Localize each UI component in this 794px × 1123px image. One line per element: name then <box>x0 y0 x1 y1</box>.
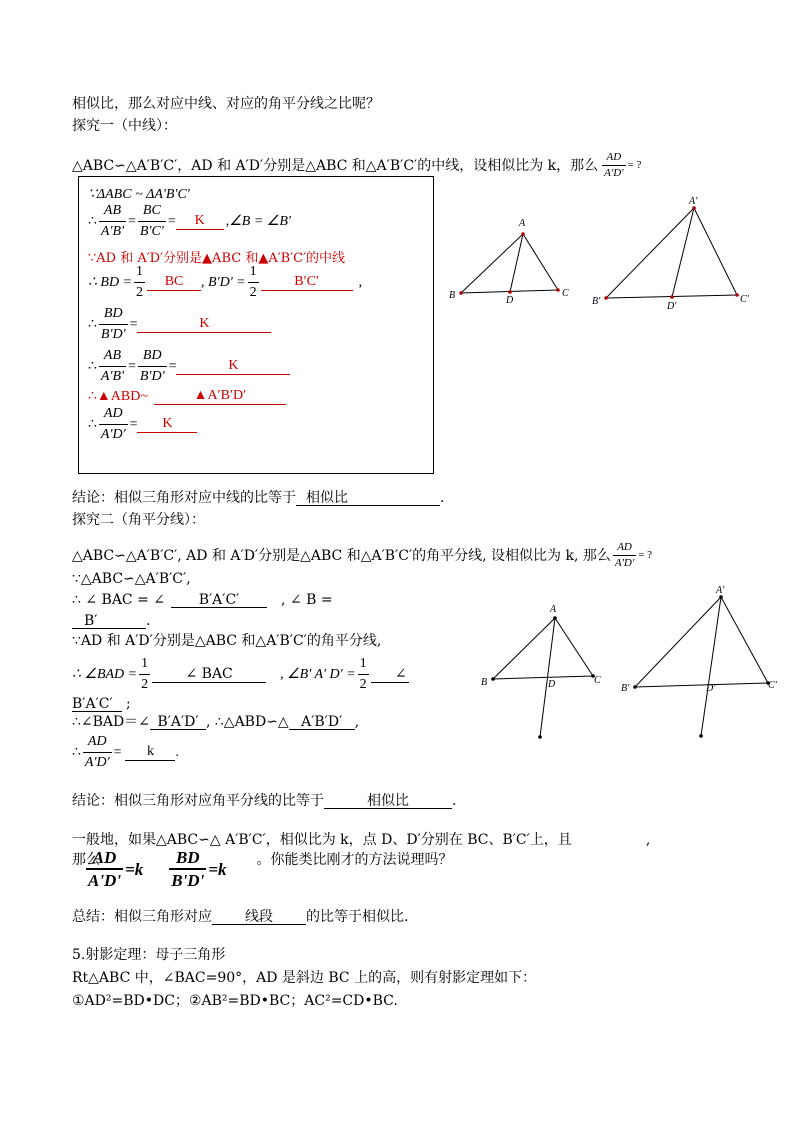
blank-conclusion-1[interactable]: 相似比 <box>296 491 440 506</box>
label-a-prime: A' <box>689 196 698 207</box>
explore2-line-6: B′A′C′ ; <box>72 696 131 712</box>
conclusion-1: 结论：相似三角形对应中线的比等于 相似比 . <box>72 490 445 506</box>
explore2-line-4: ∵AD 和 A′D′分别是△ABC 和△A′B′C′的角平分线, <box>72 633 382 649</box>
label-c-prime: C' <box>740 294 749 305</box>
box-line-4: ∴ BD = $\frac{1}{2}$ BC , B'D' = $\frac{1}{2}$ B′C′ , <box>88 264 363 300</box>
section5-line-2: ①AD²=BD•DC；②AB²=BD•BC；AC²=CD•BC. <box>72 993 398 1009</box>
blank-k-3[interactable]: K <box>176 358 290 375</box>
blank-b-prime[interactable]: B′ <box>72 614 146 629</box>
figure-median-abc-prime <box>585 192 760 317</box>
label-d: D <box>506 295 514 306</box>
explore2-line-8: ∴ $\frac{AD}{A'D'}$ = k . <box>72 734 179 770</box>
box-line-1: ∵ΔABC ~ ΔA'B'C' <box>88 187 190 202</box>
blank-summary[interactable]: 线段 <box>212 910 306 925</box>
blank-half-bac[interactable]: ∠ BAC <box>152 666 266 683</box>
blank-conclusion-2[interactable]: 相似比 <box>324 794 452 809</box>
box-line-3: ∵AD 和 A′D′分别是▲ABC 和▲A′B′C′的中线 <box>88 251 346 266</box>
blank-bc[interactable]: BC <box>147 274 201 291</box>
label-d-prime: D' <box>667 301 677 312</box>
blank-b-c-prime[interactable]: B′C′ <box>261 274 353 291</box>
figure-bisector-abc <box>476 600 616 745</box>
explore2-line-5: ∴ ∠BAD = $\frac{1}{2}$ ∠ BAC , ∠B' A' D' = $\frac{1}{2}$ ∠ <box>72 656 407 692</box>
label-c: C <box>562 288 569 299</box>
explore2-title: 探究二（角平分线）： <box>72 512 205 528</box>
explore2-line-2: ∴ ∠ BAC = ∠ B′A′C′ , ∠ B = <box>72 592 333 608</box>
label-d-2: D <box>548 679 556 690</box>
box-line-8: ∴ $\frac{AD}{A'D'}$ = K <box>88 406 197 443</box>
label-b-prime-2: B' <box>621 683 630 694</box>
section5-title: 5.射影定理：母子三角形 <box>72 947 226 963</box>
explore2-line-3: B′ . <box>72 614 150 629</box>
blank-k-4[interactable]: K <box>137 416 197 433</box>
label-a: A <box>519 218 526 229</box>
label-b-2: B <box>481 677 488 688</box>
box-line-7: ∴▲ABD~ ▲A′B′D′ <box>88 388 286 405</box>
label-b-prime: B' <box>592 296 601 307</box>
blank-triangle-abd[interactable]: A′B′D′ <box>289 715 355 730</box>
general-line-2: 那么 $\frac{AD}{A'D'}$ =k $\frac{BD}{B'D'}$ =k 。你能类比刚才的方法说理吗？ <box>72 848 453 890</box>
blank-angle-bac-prime[interactable]: B′A′C′ <box>72 697 122 712</box>
figure-median-abc <box>440 210 580 310</box>
blank-triangle[interactable]: ▲A′B′D′ <box>154 388 286 405</box>
label-b: B <box>449 290 456 301</box>
blank-half-bac-prime[interactable]: ∠ <box>371 666 409 683</box>
blank-k-1[interactable]: K <box>176 213 224 230</box>
explore2-problem: △ABC∽△A′B′C′, AD 和 A′D′分别是△ABC 和△A′B′C′的角平分线, 设相似比为 k, 那么 $\frac{AD}{A'D'}$ = ? <box>72 541 653 569</box>
label-a-2: A <box>550 604 557 615</box>
label-d-prime-2: D' <box>706 683 716 694</box>
box-line-6: ∴ $\frac{AB}{A'B'}$ = $\frac{BD}{B'D'}$ = K <box>88 348 290 385</box>
explore2-line-1: ∵△ABC∽△A′B′C′, <box>72 571 191 587</box>
explore1-title: 探究一（中线）： <box>72 118 177 134</box>
general-line-1: 一般地，如果△ABC∽△ A′B′C′，相似比为 k，点 D、D′分别在 BC、B′C′上，且 , <box>72 832 651 848</box>
explore1-problem: △ABC∽△A′B′C′，AD 和 A′D′分别是△ABC 和△A′B′C′的中线，设相似比为 k，那么 $\frac{AD}{A'D'}$ = ? <box>72 151 642 179</box>
label-c-2: C <box>594 675 601 686</box>
box-line-2: ∴ $\frac{AB}{A'B'}$ = $\frac{BC}{B'C'}$ = K , ∠B = ∠B' <box>88 203 291 239</box>
blank-angle-bac[interactable]: B′A′C′ <box>171 593 267 608</box>
box-line-5: ∴ $\frac{BD}{B'D'}$ = K <box>88 306 271 343</box>
intro-text: 相似比，那么对应中线、对应的角平分线之比呢？ <box>72 96 380 112</box>
label-a-prime-2: A' <box>716 585 725 596</box>
blank-k-5[interactable]: k <box>125 744 175 761</box>
explore2-line-7: ∴∠BAD＝∠ B′A′D′ , ∴△ABD∽△ A′B′D′ , <box>72 714 360 730</box>
blank-k-2[interactable]: K <box>137 316 271 333</box>
section5-line-1: Rt△ABC 中，∠BAC=90°，AD 是斜边 BC 上的高，则有射影定理如下： <box>72 970 537 986</box>
blank-angle-bad[interactable]: B′A′D′ <box>150 715 206 730</box>
summary-line: 总结：相似三角形对应 线段 的比等于相似比. <box>72 909 409 925</box>
conclusion-2: 结论：相似三角形对应角平分线的比等于 相似比 . <box>72 793 457 809</box>
figure-bisector-abc-prime <box>618 582 788 744</box>
label-c-prime-2: C' <box>768 680 777 691</box>
